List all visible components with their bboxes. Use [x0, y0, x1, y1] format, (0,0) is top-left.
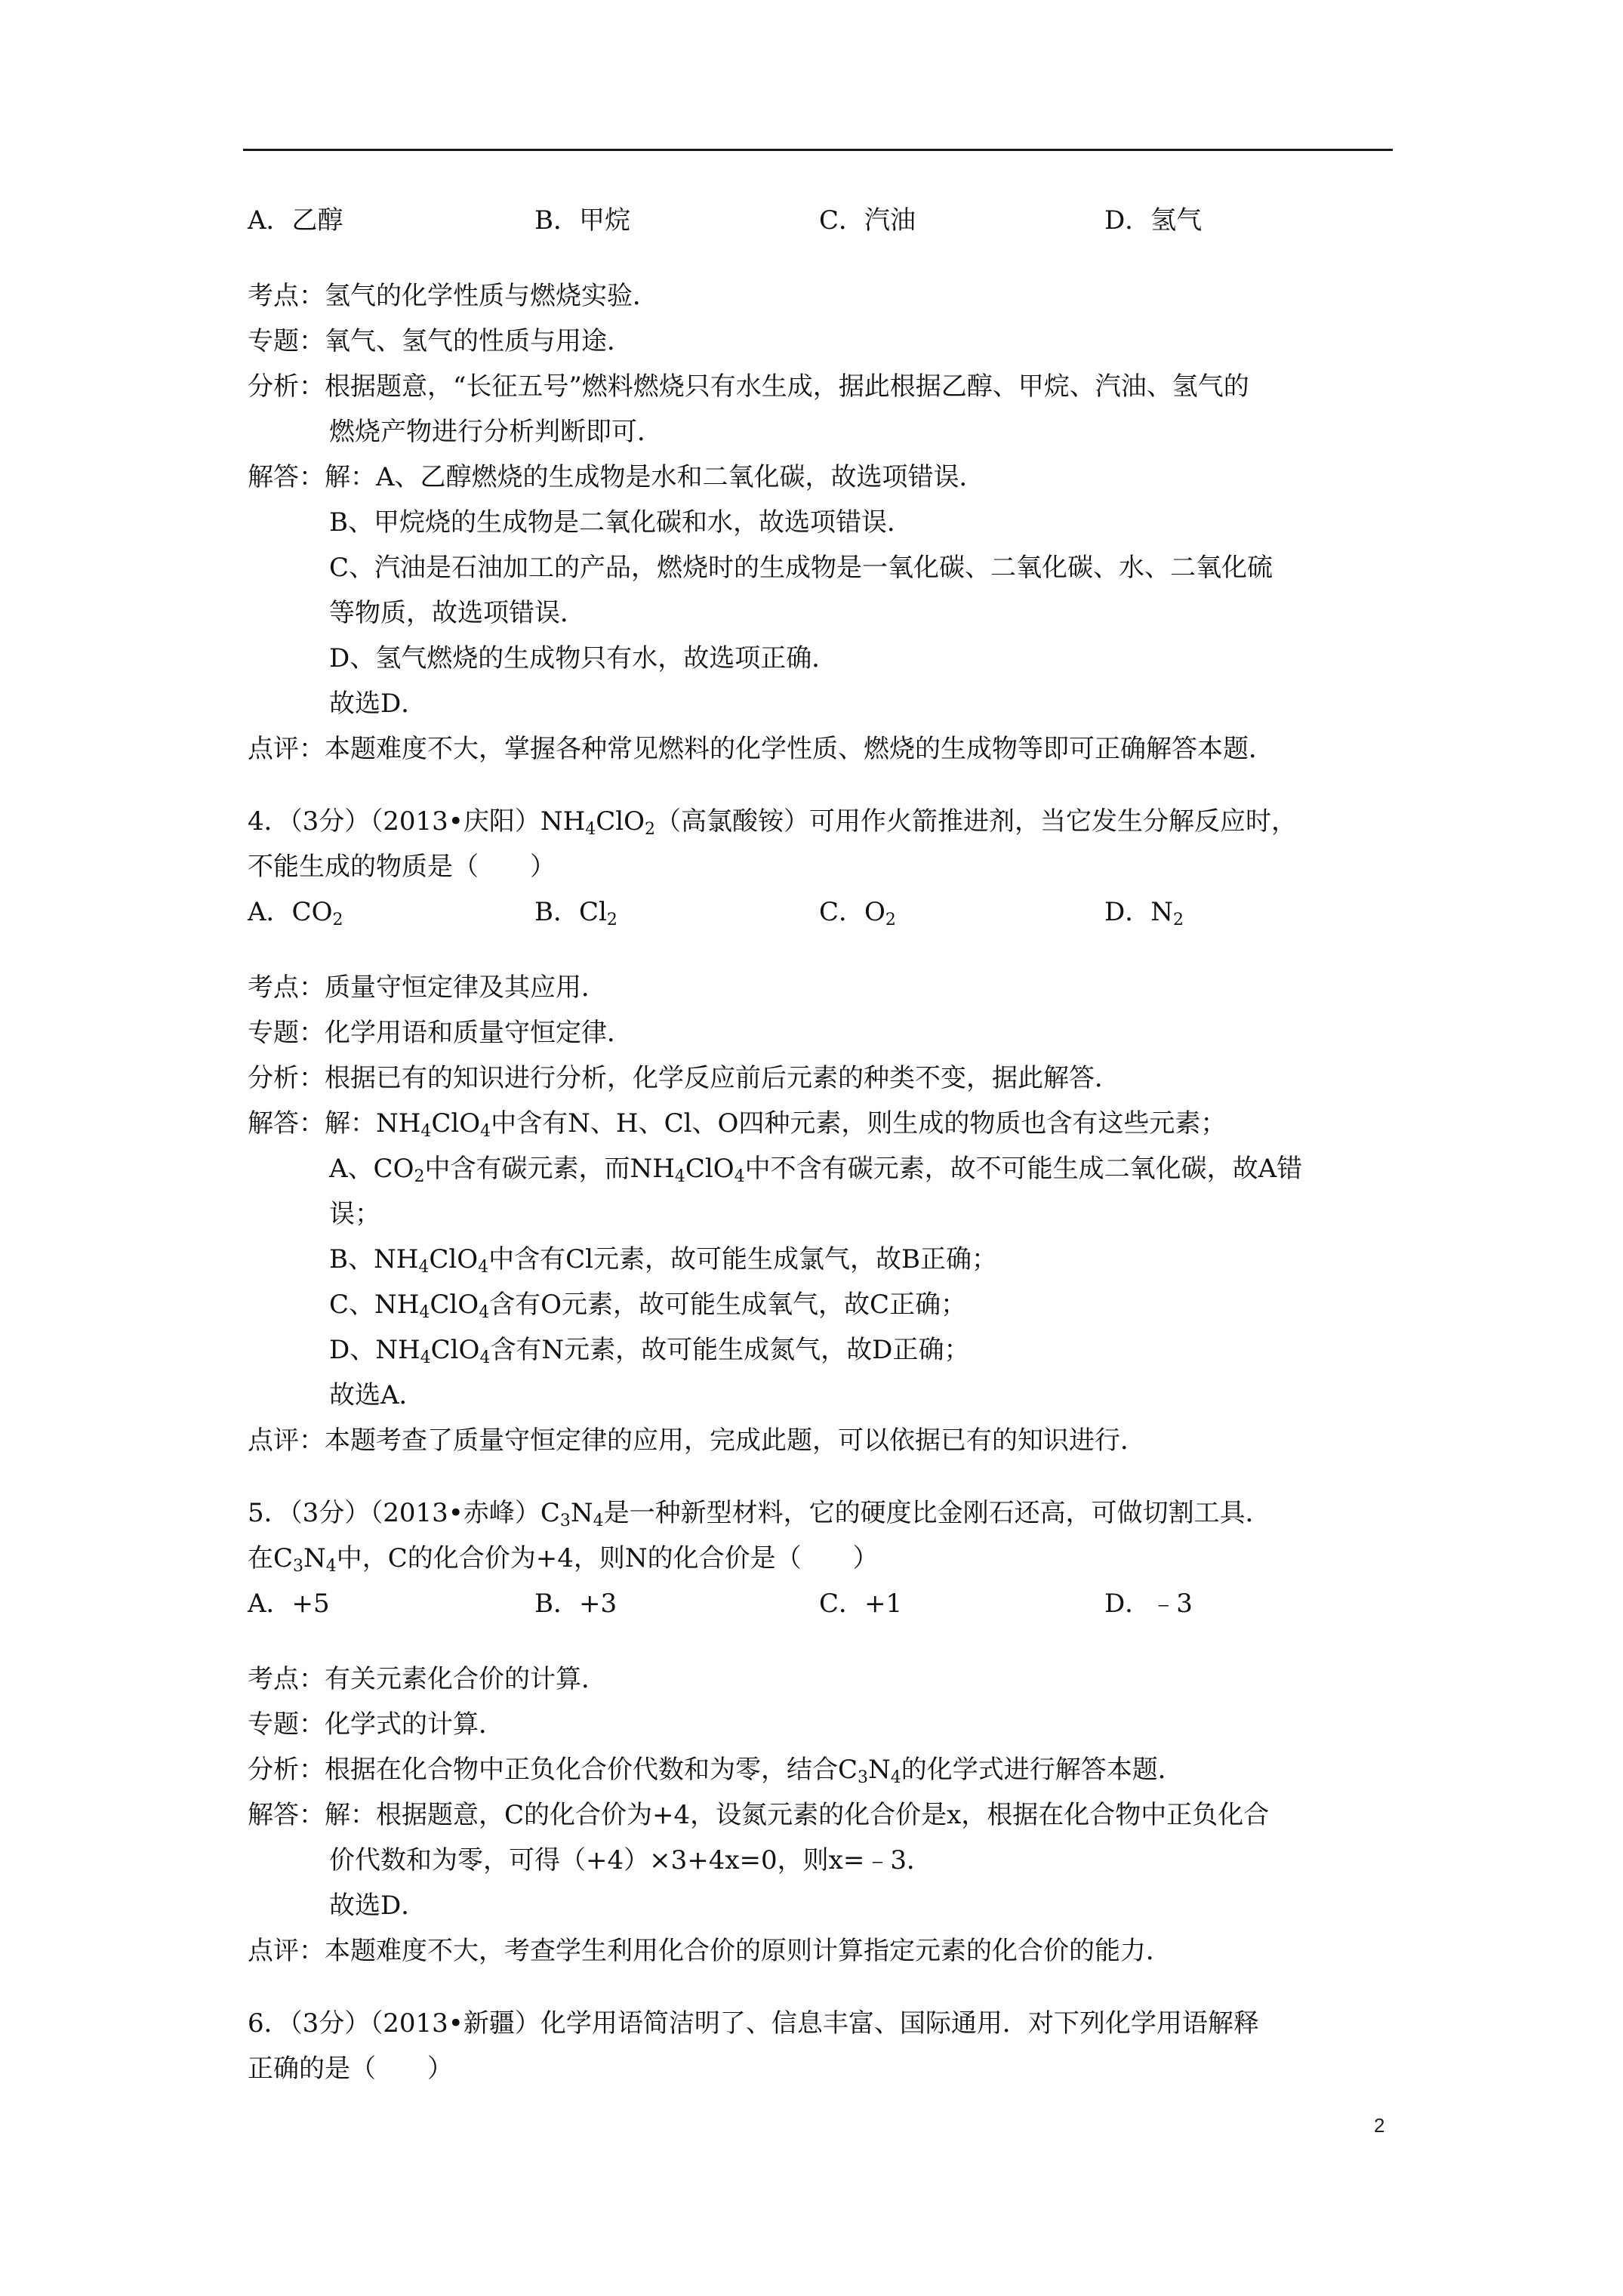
q4-stem-line2: 不能生成的物质是（ ） — [248, 852, 556, 882]
q4-option-a: A．$CO_2$ — [248, 897, 343, 929]
q3-option-d: D．氢气 — [1104, 205, 1203, 236]
q4-jieda-line3: 误； — [329, 1199, 380, 1229]
q4-zhuanti: 专题：化学用语和质量守恒定律． — [248, 1018, 633, 1048]
q3-jieda-line5: D、氢气燃烧的生成物只有水，故选项正确． — [329, 643, 838, 673]
q5-option-c: C．+1 — [819, 1589, 903, 1619]
q5-option-a: A．+5 — [248, 1589, 330, 1619]
q3-options — [248, 198, 1395, 243]
q4-dianping: 点评：本题考查了质量守恒定律的应用，完成此题，可以依据已有的知识进行． — [248, 1425, 1146, 1456]
q5-fenxi: 分析：根据在化合物中正负化合价代数和为零，结合$C_3N_4$的化学式进行解答本题． — [248, 1755, 1184, 1787]
q5-stem-line1: 5．（3分）（2013•赤峰）$C_3N_4$是一种新型材料，它的硬度比金刚石还高，可做切割工具． — [248, 1498, 1271, 1530]
q6-stem-line2: 正确的是（ ） — [248, 2054, 453, 2084]
q3-option-c: C．汽油 — [819, 205, 916, 236]
q3-dianping: 点评：本题难度不大，掌握各种常见燃料的化学性质、燃烧的生成物等即可正确解答本题． — [248, 734, 1274, 764]
q6-stem-line1: 6．（3分）（2013•新疆）化学用语简洁明了、信息丰富、国际通用．对下列化学用语解释 — [248, 2008, 1259, 2039]
header-rule — [243, 149, 1393, 151]
q3-jieda-line4: 等物质，故选项错误． — [329, 598, 586, 628]
q5-option-d: D．﹣3 — [1104, 1589, 1193, 1619]
q4-jieda-line7: 故选A． — [329, 1380, 425, 1410]
q5-stem-line2: 在$C_3N_4$中，C的化合价为+4，则N的化合价是（ ） — [248, 1543, 879, 1576]
q4-stem-line1: 4．（3分）（2013•庆阳）$NH_4ClO_2$（高氯酸铵）可用作火箭推进剂，当它发生分解反应时， — [248, 806, 1298, 839]
q4-jieda-line6: D、$NH_4ClO_4$含有N元素，故可能生成氮气，故D正确； — [329, 1335, 970, 1367]
q3-kaodian: 考点：氢气的化学性质与燃烧实验． — [248, 281, 658, 311]
page-number: 2 — [1374, 2114, 1385, 2137]
q5-jieda-line1: 解答：解：根据题意，C的化合价为+4，设氮元素的化合价是x，根据在化合物中正负化合 — [248, 1800, 1270, 1830]
page-content — [248, 198, 1395, 2091]
q3-jieda-line6: 故选D． — [329, 689, 427, 719]
q3-jieda-line3: C、汽油是石油加工的产品，燃烧时的生成物是一氧化碳、二氧化碳、水、二氧化硫 — [329, 553, 1273, 583]
q3-option-b: B．甲烷 — [534, 205, 630, 236]
q5-kaodian: 考点：有关元素化合价的计算． — [248, 1664, 607, 1694]
q4-jieda-line1: 解答：解：$NH_4ClO_4$中含有N、H、Cl、O四种元素，则生成的物质也含有这些元素； — [248, 1108, 1227, 1141]
q4-option-d: D．$N_2$ — [1104, 897, 1184, 929]
q5-jieda-line3: 故选D． — [329, 1891, 427, 1921]
q4-option-c: C．$O_2$ — [819, 897, 896, 929]
q4-kaodian: 考点：质量守恒定律及其应用． — [248, 972, 607, 1003]
q4-fenxi: 分析：根据已有的知识进行分析，化学反应前后元素的种类不变，据此解答． — [248, 1063, 1120, 1093]
q5-dianping: 点评：本题难度不大，考查学生利用化合价的原则计算指定元素的化合价的能力． — [248, 1936, 1172, 1966]
q4-jieda-line2: A、$CO_2$中含有碳元素，而$NH_4ClO_4$中不含有碳元素，故不可能生成二氧化碳，故A错 — [329, 1154, 1303, 1186]
q3-fenxi-line1: 分析：根据题意，“长征五号”燃料燃烧只有水生成，据此根据乙醇、甲烷、汽油、氢气的 — [248, 371, 1249, 402]
q5-option-b: B．+3 — [534, 1589, 617, 1619]
q3-option-a: A．乙醇 — [248, 205, 343, 236]
q5-options — [248, 1581, 1395, 1626]
q3-jieda-line1: 解答：解：A、乙醇燃烧的生成物是水和二氧化碳，故选项错误． — [248, 462, 985, 492]
q5-zhuanti: 专题：化学式的计算． — [248, 1709, 504, 1740]
q3-jieda-line2: B、甲烷烧的生成物是二氧化碳和水，故选项错误． — [329, 507, 913, 538]
q5-jieda-line2: 价代数和为零，可得（+4）×3+4x=0，则x=﹣3． — [329, 1845, 932, 1875]
q4-options — [248, 889, 1395, 935]
q3-fenxi-line2: 燃烧产物进行分析判断即可． — [329, 417, 663, 447]
q4-jieda-line4: B、$NH_4ClO_4$中含有Cl元素，故可能生成氯气，故B正确； — [329, 1244, 998, 1277]
q4-jieda-line5: C、$NH_4ClO_4$含有O元素，故可能生成氧气，故C正确； — [329, 1290, 967, 1322]
q3-zhuanti: 专题：氧气、氢气的性质与用途． — [248, 326, 633, 356]
q4-option-b: B．$Cl_2$ — [534, 897, 617, 929]
